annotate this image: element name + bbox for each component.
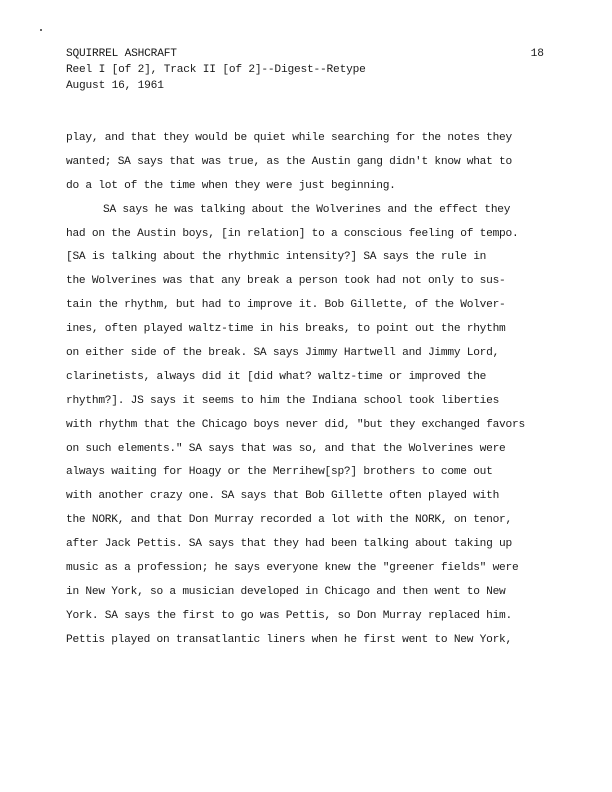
scan-speck [40,29,42,31]
body-line: wanted; SA says that was true, as the Austin gang didn't know what to [66,155,512,168]
body-line: always waiting for Hoagy or the Merrihew[sp?] brothers to come out [66,466,493,479]
document-header [66,46,366,94]
body-line: music as a profession; he says everyone knew the "greener fields" were [66,562,519,575]
page-number: 18 [530,48,544,60]
body-line: SA says he was talking about the Wolverines and the effect they [103,203,511,216]
body-line: in New York, so a musician developed in Chicago and then went to New [66,585,506,598]
body-line: on either side of the break. SA says Jimmy Hartwell and Jimmy Lord, [66,347,500,360]
body-line: with rhythm that the Chicago boys never did, "but they exchanged favors [66,418,525,431]
transcript-body [66,127,576,653]
body-line: after Jack Pettis. SA says that they had been talking about taking up [66,538,512,551]
body-line: clarinetists, always did it [did what? waltz-time or improved the [66,370,487,383]
body-line: the Wolverines was that any break a person took had not only to sus- [66,275,506,288]
body-line: [SA is talking about the rhythmic intensity?] SA says the rule in [66,251,487,264]
body-line: Pettis played on transatlantic liners when he first went to New York, [66,633,512,646]
body-line: ines, often played waltz-time in his breaks, to point out the rhythm [66,323,506,336]
body-line: with another crazy one. SA says that Bob Gillette often played with [66,490,500,503]
header-date: August 16, 1961 [66,80,164,92]
body-line: York. SA says the first to go was Pettis, so Don Murray replaced him. [66,609,512,622]
header-interviewee: SQUIRREL ASHCRAFT [66,48,177,60]
body-line: had on the Austin boys, [in relation] to a conscious feeling of tempo. [66,227,519,240]
body-line: play, and that they would be quiet while searching for the notes they [66,132,512,144]
body-line: the NORK, and that Don Murray recorded a lot with the NORK, on tenor, [66,514,512,527]
body-line: on such elements." SA says that was so, and that the Wolverines were [66,442,506,455]
header-reel-track: Reel I [of 2], Track II [of 2]--Digest--Retype [66,64,366,76]
body-line: do a lot of the time when they were just beginning. [66,179,396,192]
body-line: tain the rhythm, but had to improve it. Bob Gillette, of the Wolver- [66,299,506,312]
body-line: rhythm?]. JS says it seems to him the Indiana school took liberties [66,394,500,407]
